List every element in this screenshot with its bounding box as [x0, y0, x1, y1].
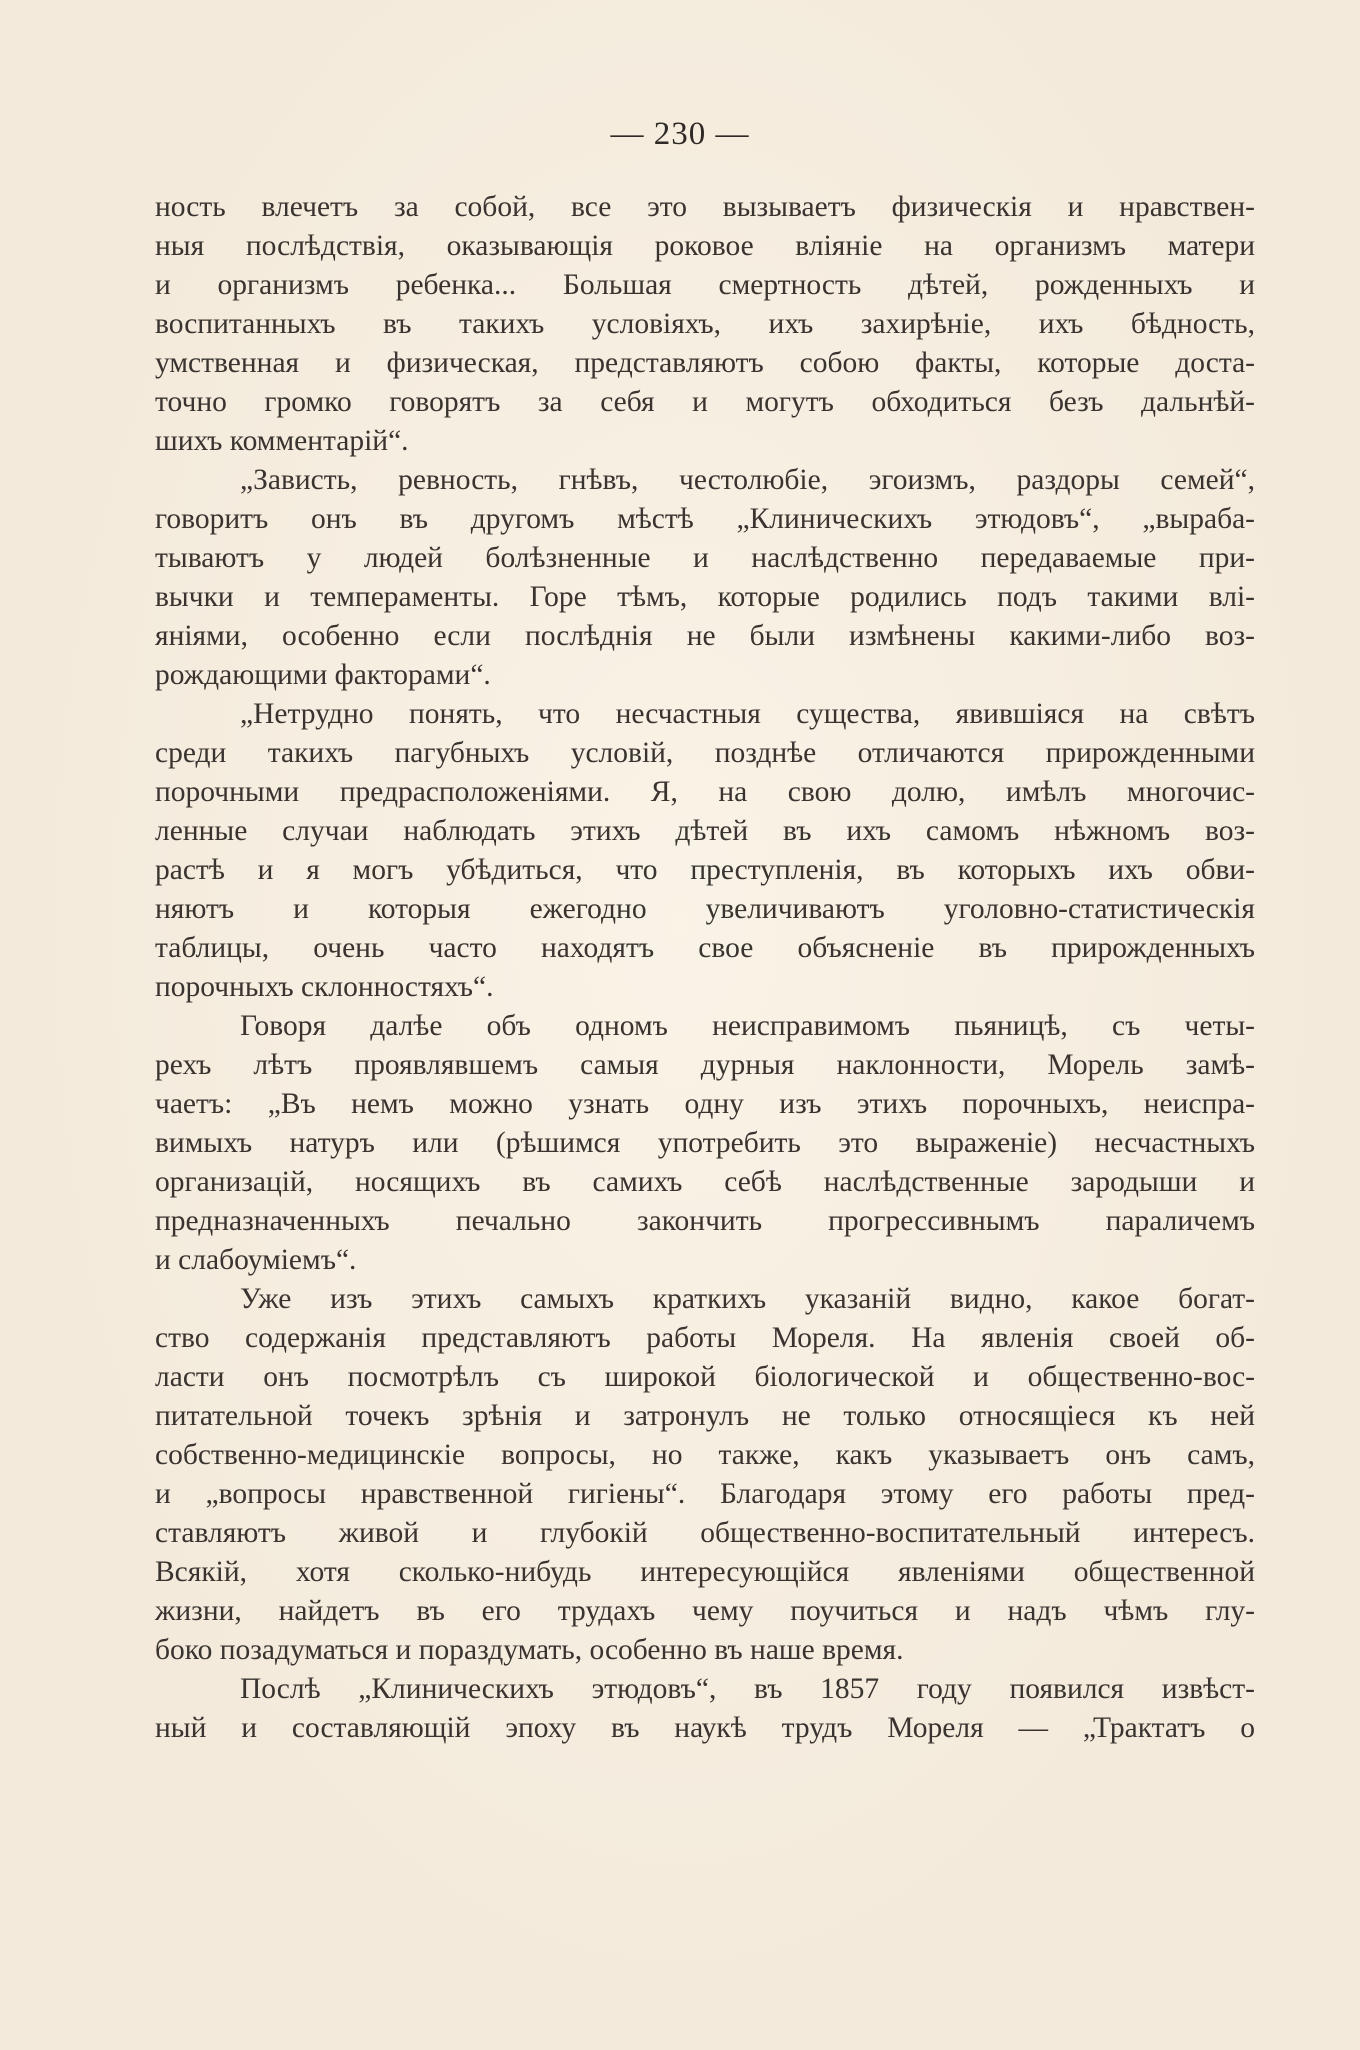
text-line: растѣ и я могъ убѣдиться, что преступленія, въ которыхъ ихъ обви- — [155, 854, 1255, 886]
text-line: шихъ комментарій“. — [155, 425, 409, 457]
text-line: таблицы, очень часто находятъ свое объясненіе въ прирожденныхъ — [155, 932, 1255, 964]
text-line: Всякій, хотя сколько-нибудь интересующійся явленіями общественной — [155, 1556, 1255, 1588]
text-line: организацій, носящихъ въ самихъ себѣ наслѣдственные зародыши и — [155, 1166, 1255, 1198]
text-line: Говоря далѣе объ одномъ неисправимомъ пьяницѣ, съ четы- — [240, 1010, 1255, 1042]
text-line: яніями, особенно если послѣднія не были измѣнены какими-либо воз- — [155, 620, 1255, 652]
text-line: тываютъ у людей болѣзненные и наслѣдственно передаваемые при- — [155, 542, 1255, 574]
text-line: ласти онъ посмотрѣлъ съ широкой біологической и общественно-вос- — [155, 1361, 1255, 1393]
text-line: чаетъ: „Въ немъ можно узнать одну изъ этихъ порочныхъ, неиспра- — [155, 1088, 1255, 1120]
text-line: говоритъ онъ въ другомъ мѣстѣ „Клиническихъ этюдовъ“, „выраба- — [155, 503, 1255, 535]
text-line: точно громко говорятъ за себя и могутъ обходиться безъ дальнѣй- — [155, 386, 1255, 418]
paragraph — [155, 1280, 1255, 1670]
text-line: ный и составляющій эпоху въ наукѣ трудъ Мореля — „Трактатъ о — [155, 1712, 1255, 1744]
text-line: и слабоуміемъ“. — [155, 1244, 357, 1276]
text-line: порочными предрасположеніями. Я, на свою долю, имѣлъ многочис- — [155, 776, 1255, 808]
paragraph — [155, 695, 1255, 1007]
text-line: предназначенныхъ печально закончить прогрессивнымъ параличемъ — [155, 1205, 1255, 1237]
text-line: ство содержанія представляютъ работы Мореля. На явленія своей об- — [155, 1322, 1255, 1354]
text-line: и „вопросы нравственной гигіены“. Благодаря этому его работы пред- — [155, 1478, 1255, 1510]
text-line: умственная и физическая, представляютъ собою факты, которые доста- — [155, 347, 1255, 379]
text-line: ставляютъ живой и глубокій общественно-воспитательный интересъ. — [155, 1517, 1255, 1549]
text-line: жизни, найдетъ въ его трудахъ чему поучиться и надъ чѣмъ глу- — [155, 1595, 1255, 1627]
paragraph — [155, 188, 1255, 461]
text-line: „Нетрудно понять, что несчастныя существа, явившіяся на свѣтъ — [240, 698, 1255, 730]
paragraph — [155, 1007, 1255, 1280]
text-line: вычки и темпераменты. Горе тѣмъ, которые родились подъ такими влі- — [155, 581, 1255, 613]
text-line: среди такихъ пагубныхъ условій, позднѣе отличаются прирожденными — [155, 737, 1255, 769]
text-line: няютъ и которыя ежегодно увеличиваютъ уголовно-статистическія — [155, 893, 1255, 925]
text-line: питательной точекъ зрѣнія и затронулъ не только относящіеся къ ней — [155, 1400, 1255, 1432]
paragraph — [155, 461, 1255, 695]
text-line: ныя послѣдствія, оказывающія роковое вліяніе на организмъ матери — [155, 230, 1255, 262]
paragraph — [155, 1670, 1255, 1748]
text-line: ленные случаи наблюдать этихъ дѣтей въ ихъ самомъ нѣжномъ воз- — [155, 815, 1255, 847]
text-line: вимыхъ натуръ или (рѣшимся употребить это выраженіе) несчастныхъ — [155, 1127, 1255, 1159]
text-line: и организмъ ребенка... Большая смертность дѣтей, рожденныхъ и — [155, 269, 1255, 301]
text-line: собственно-медицинскіе вопросы, но также, какъ указываетъ онъ самъ, — [155, 1439, 1255, 1471]
text-line: порочныхъ склонностяхъ“. — [155, 971, 494, 1003]
body-text — [155, 188, 1255, 1748]
text-line: воспитанныхъ въ такихъ условіяхъ, ихъ захирѣніе, ихъ бѣдность, — [155, 308, 1255, 340]
text-line: боко позадуматься и пораздумать, особенно въ наше время. — [155, 1634, 904, 1666]
text-line: Уже изъ этихъ самыхъ краткихъ указаній видно, какое богат- — [240, 1283, 1255, 1315]
page-number: — 230 — — [610, 116, 750, 152]
text-line: Послѣ „Клиническихъ этюдовъ“, въ 1857 году появился извѣст- — [240, 1673, 1255, 1705]
text-line: рехъ лѣтъ проявлявшемъ самыя дурныя наклонности, Морель замѣ- — [155, 1049, 1255, 1081]
text-line: рождающими факторами“. — [155, 659, 491, 691]
text-line: ность влечетъ за собой, все это вызываетъ физическія и нравствен- — [155, 191, 1255, 223]
text-line: „Зависть, ревность, гнѣвъ, честолюбіе, эгоизмъ, раздоры семей“, — [240, 464, 1255, 496]
